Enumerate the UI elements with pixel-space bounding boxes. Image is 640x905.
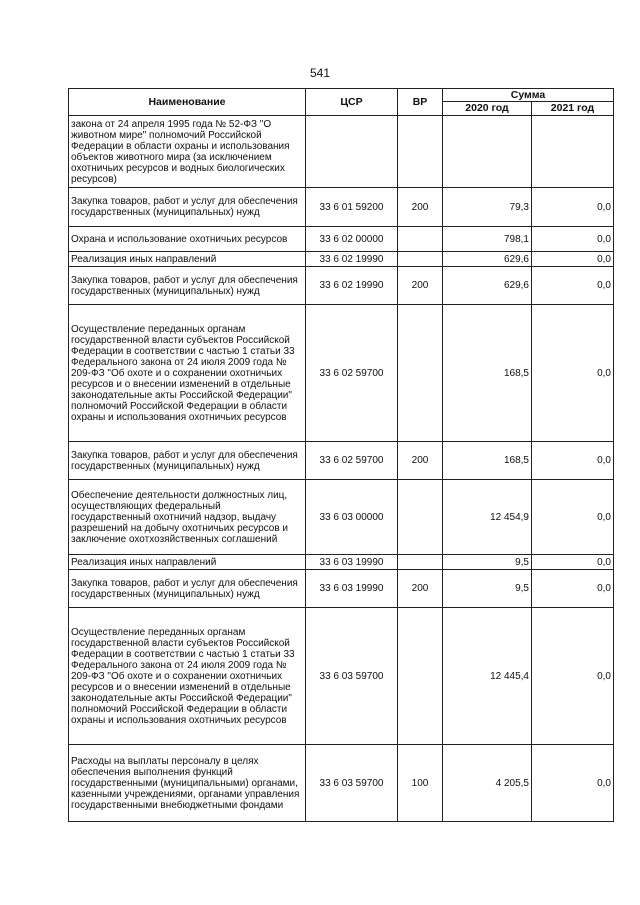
header-name: Наименование: [69, 89, 306, 116]
row-amount-2020: 629,6: [443, 267, 532, 305]
table-row: [69, 570, 614, 608]
table-row: [69, 188, 614, 227]
table-row: [69, 555, 614, 570]
header-year-2021: 2021 год: [532, 102, 614, 116]
row-amount-2021: [532, 116, 614, 188]
row-amount-2020: [443, 116, 532, 188]
table-body: [69, 116, 614, 822]
row-vr: [398, 227, 443, 252]
row-amount-2021: 0,0: [532, 570, 614, 608]
table-row: [69, 116, 614, 188]
row-name: Закупка товаров, работ и услуг для обеспечения государственных (муниципальных) нужд: [69, 188, 306, 227]
page-number: 541: [309, 66, 331, 80]
row-amount-2020: 9,5: [443, 570, 532, 608]
row-vr: [398, 608, 443, 745]
table-header: [69, 89, 614, 116]
row-csr: 33 6 02 19990: [306, 267, 398, 305]
table-row: [69, 608, 614, 745]
row-vr: [398, 305, 443, 442]
row-csr: 33 6 03 19990: [306, 555, 398, 570]
row-csr: 33 6 02 00000: [306, 227, 398, 252]
row-vr: [398, 480, 443, 555]
header-year-2020: 2020 год: [443, 102, 532, 116]
header-csr: ЦСР: [306, 89, 398, 116]
table-row: [69, 480, 614, 555]
row-name: Закупка товаров, работ и услуг для обеспечения государственных (муниципальных) нужд: [69, 570, 306, 608]
row-amount-2020: 12 445,4: [443, 608, 532, 745]
table-row: [69, 252, 614, 267]
row-csr: 33 6 03 19990: [306, 570, 398, 608]
table-row: [69, 227, 614, 252]
table-row: [69, 267, 614, 305]
row-amount-2020: 12 454,9: [443, 480, 532, 555]
row-amount-2020: 629,6: [443, 252, 532, 267]
table-row: [69, 745, 614, 822]
row-name: Обеспечение деятельности должностных лиц, осуществляющих федеральный государственный охотничий надзор, выдачу разрешений на добычу охотничьих ресурсов и заключение охотхозяйственных соглашений: [69, 480, 306, 555]
row-vr: 100: [398, 745, 443, 822]
row-amount-2020: 798,1: [443, 227, 532, 252]
row-amount-2021: 0,0: [532, 267, 614, 305]
row-name: Осуществление переданных органам государственной власти субъектов Российской Федерации в соответствии с частью 1 статьи 33 Федерального закона от 24 июля 2009 года № 209-ФЗ "Об охоте и о сохранении охотничьих ресурсов и о внесении изменений в отдельные законодательные акты Российской Федерации" полномочий Российской Федерации в области охраны и использования охотничьих ресурсов: [69, 305, 306, 442]
row-name: Расходы на выплаты персоналу в целях обеспечения выполнения функций государственными (муниципальными) органами, казенными учреждениями, органами управления государственными внебюджетными фондами: [69, 745, 306, 822]
row-amount-2021: 0,0: [532, 188, 614, 227]
row-vr: 200: [398, 188, 443, 227]
row-vr: [398, 252, 443, 267]
row-csr: 33 6 02 19990: [306, 252, 398, 267]
row-csr: 33 6 03 59700: [306, 745, 398, 822]
row-vr: [398, 116, 443, 188]
row-vr: 200: [398, 570, 443, 608]
row-name: Осуществление переданных органам государственной власти субъектов Российской Федерации в соответствии с частью 1 статьи 33 Федерального закона от 24 июля 2009 года № 209-ФЗ "Об охоте и о сохранении охотничьих ресурсов и о внесении изменений в отдельные законодательные акты Российской Федерации" полномочий Российской Федерации в области охраны и использования охотничьих ресурсов: [69, 608, 306, 745]
row-vr: 200: [398, 267, 443, 305]
row-amount-2021: 0,0: [532, 480, 614, 555]
row-name: Закупка товаров, работ и услуг для обеспечения государственных (муниципальных) нужд: [69, 442, 306, 480]
table-row: [69, 442, 614, 480]
row-amount-2020: 9,5: [443, 555, 532, 570]
row-csr: 33 6 03 00000: [306, 480, 398, 555]
header-vr: ВР: [398, 89, 443, 116]
row-amount-2020: 4 205,5: [443, 745, 532, 822]
row-csr: 33 6 03 59700: [306, 608, 398, 745]
row-amount-2021: 0,0: [532, 555, 614, 570]
row-amount-2021: 0,0: [532, 608, 614, 745]
row-amount-2021: 0,0: [532, 252, 614, 267]
row-amount-2020: 79,3: [443, 188, 532, 227]
row-name: закона от 24 апреля 1995 года № 52-ФЗ "О животном мире" полномочий Российской Федерации в области охраны и использования объектов животного мира (за исключением охотничьих ресурсов и водных биологических ресурсов): [69, 116, 306, 188]
row-csr: 33 6 02 59700: [306, 442, 398, 480]
row-name: Охрана и использование охотничьих ресурсов: [69, 227, 306, 252]
row-amount-2021: 0,0: [532, 442, 614, 480]
row-amount-2021: 0,0: [532, 227, 614, 252]
row-amount-2020: 168,5: [443, 442, 532, 480]
header-sum: Сумма: [443, 89, 614, 102]
row-name: Закупка товаров, работ и услуг для обеспечения государственных (муниципальных) нужд: [69, 267, 306, 305]
table-row: [69, 305, 614, 442]
row-name: Реализация иных направлений: [69, 555, 306, 570]
row-csr: 33 6 01 59200: [306, 188, 398, 227]
row-csr: 33 6 02 59700: [306, 305, 398, 442]
row-name: Реализация иных направлений: [69, 252, 306, 267]
budget-table: [68, 88, 614, 822]
row-amount-2021: 0,0: [532, 745, 614, 822]
row-csr: [306, 116, 398, 188]
row-amount-2020: 168,5: [443, 305, 532, 442]
row-vr: 200: [398, 442, 443, 480]
row-vr: [398, 555, 443, 570]
row-amount-2021: 0,0: [532, 305, 614, 442]
